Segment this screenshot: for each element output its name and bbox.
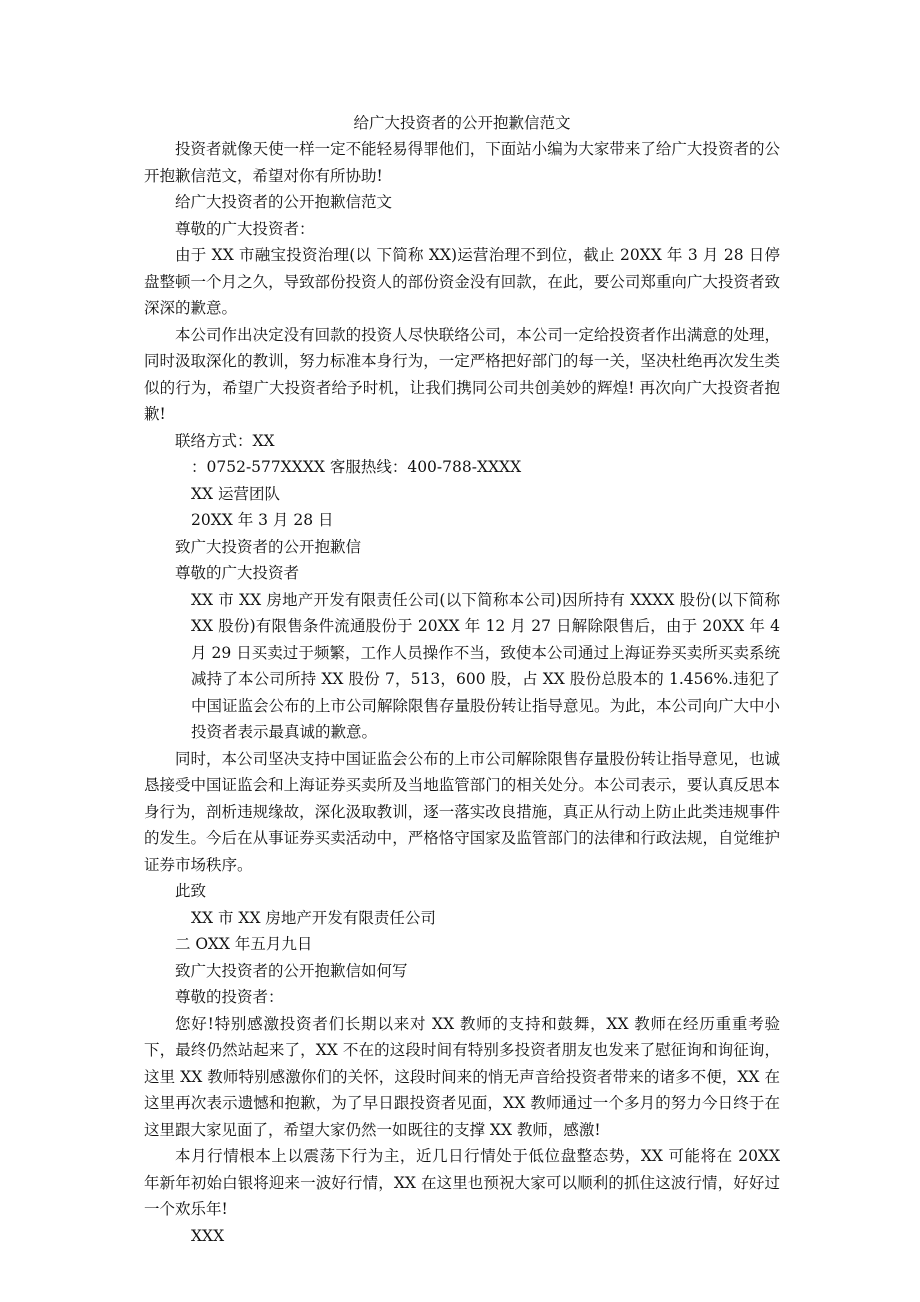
paragraph: 尊敬的投资者：: [175, 988, 284, 1006]
paragraph: 致广大投资者的公开抱歉信如何写: [175, 961, 408, 980]
paragraph: 尊敬的广大投资者: [175, 564, 300, 582]
paragraph: XX 运营团队: [191, 484, 280, 503]
paragraph: ：0752-577XXXX 客服热线：400-788-XXXX: [191, 458, 522, 476]
document-title: 给广大投资者的公开抱歉信范文: [353, 114, 571, 132]
paragraph: 同时，本公司坚决支持中国证监会公布的上市公司解除限售存量股份转让指导意见，也诚恳接受中国证监会和上海证券买卖所及当地监管部门的相关处分。本公司表示，要认真反思本身行为，剖析违规缘故，深化汲取教训，逐一落实改良措施，真正从行动上防止此类违规事件的发生。今后在从事证券买卖活动中，严格恪守国家及监管部门的法律和行政法规，自觉维护证券市场秩序。: [144, 749, 780, 874]
paragraph: 您好!特别感激投资者们长期以来对 XX 教师的支持和鼓舞，XX 教师在经历重重考验下，最终仍然站起来了，XX 不在的这段时间有特别多投资者朋友也发来了慰征询和询征询，这里 XX 教师特别感激你们的关怀，这段时间来的悄无声音给投资者带来的诸多不便，XX 在这里再次表示遗憾和抱歉，为了早日跟投资者见面，XX 教师通过一个多月的努力今日终于在这里跟大家见面了，希望大家仍然一如既往的支撑 XX 教师，感激!: [144, 1014, 780, 1139]
paragraph: 此致: [175, 882, 207, 900]
paragraph: 投资者就像天使一样一定不能轻易得罪他们，下面站小编为大家带来了给广大投资者的公开抱歉信范文，希望对你有所协助!: [144, 140, 780, 185]
document-page: [144, 110, 780, 1249]
paragraph: 本公司作出决定没有回款的投资人尽快联络公司，本公司一定给投资者作出满意的处理，同时汲取深化的教训，努力标准本身行为，一定严格把好部门的每一关，坚决杜绝再次发生类似的行为，希望广大投资者给予时机，让我们携同公司共创美妙的辉煌! 再次向广大投资者抱歉!: [144, 325, 780, 423]
paragraph: 联络方式：XX: [175, 431, 275, 450]
paragraph: XX 市 XX 房地产开发有限责任公司(以下简称本公司)因所持有 XXXX 股份(以下简称 XX 股份)有限售条件流通股份于 20XX 年 12 月 27 日解除限售后，由于 20XX 年 4 月 29 日买卖过于频繁，工作人员操作不当，致使本公司通过上海证券买卖所买卖系统减持了本公司所持 XX 股份 7，513，600 股，占 XX 股份总股本的 1.456%.违犯了中国证监会公布的上市公司解除限售存量股份转让指导意见。为此，本公司向广大中小投资者表示最真诚的歉意。: [191, 590, 781, 741]
paragraph: 20XX 年 3 月 28 日: [191, 511, 334, 529]
paragraph: 由于 XX 市融宝投资治理(以 下简称 XX)运营治理不到位，截止 20XX 年 3 月 28 日停盘整顿一个月之久，导致部份投资人的部份资金没有回款，在此，要公司郑重向广大投资者致深深的歉意。: [144, 246, 780, 317]
paragraph: XXX: [191, 1226, 225, 1245]
paragraph: 本月行情根本上以震荡下行为主，近几日行情处于低位盘整态势，XX 可能将在 20XX 年新年初始白银将迎来一波好行情，XX 在这里也预祝大家可以顺利的抓住这波行情，好好过一个欢乐年!: [144, 1147, 780, 1218]
paragraph: 尊敬的广大投资者：: [175, 219, 315, 238]
paragraph: 给广大投资者的公开抱歉信范文: [175, 193, 393, 211]
paragraph: XX 市 XX 房地产开发有限责任公司: [191, 908, 436, 927]
paragraph: 致广大投资者的公开抱歉信: [175, 537, 362, 556]
paragraph: 二 OXX 年五月九日: [175, 935, 313, 953]
document-body: [144, 136, 780, 1249]
